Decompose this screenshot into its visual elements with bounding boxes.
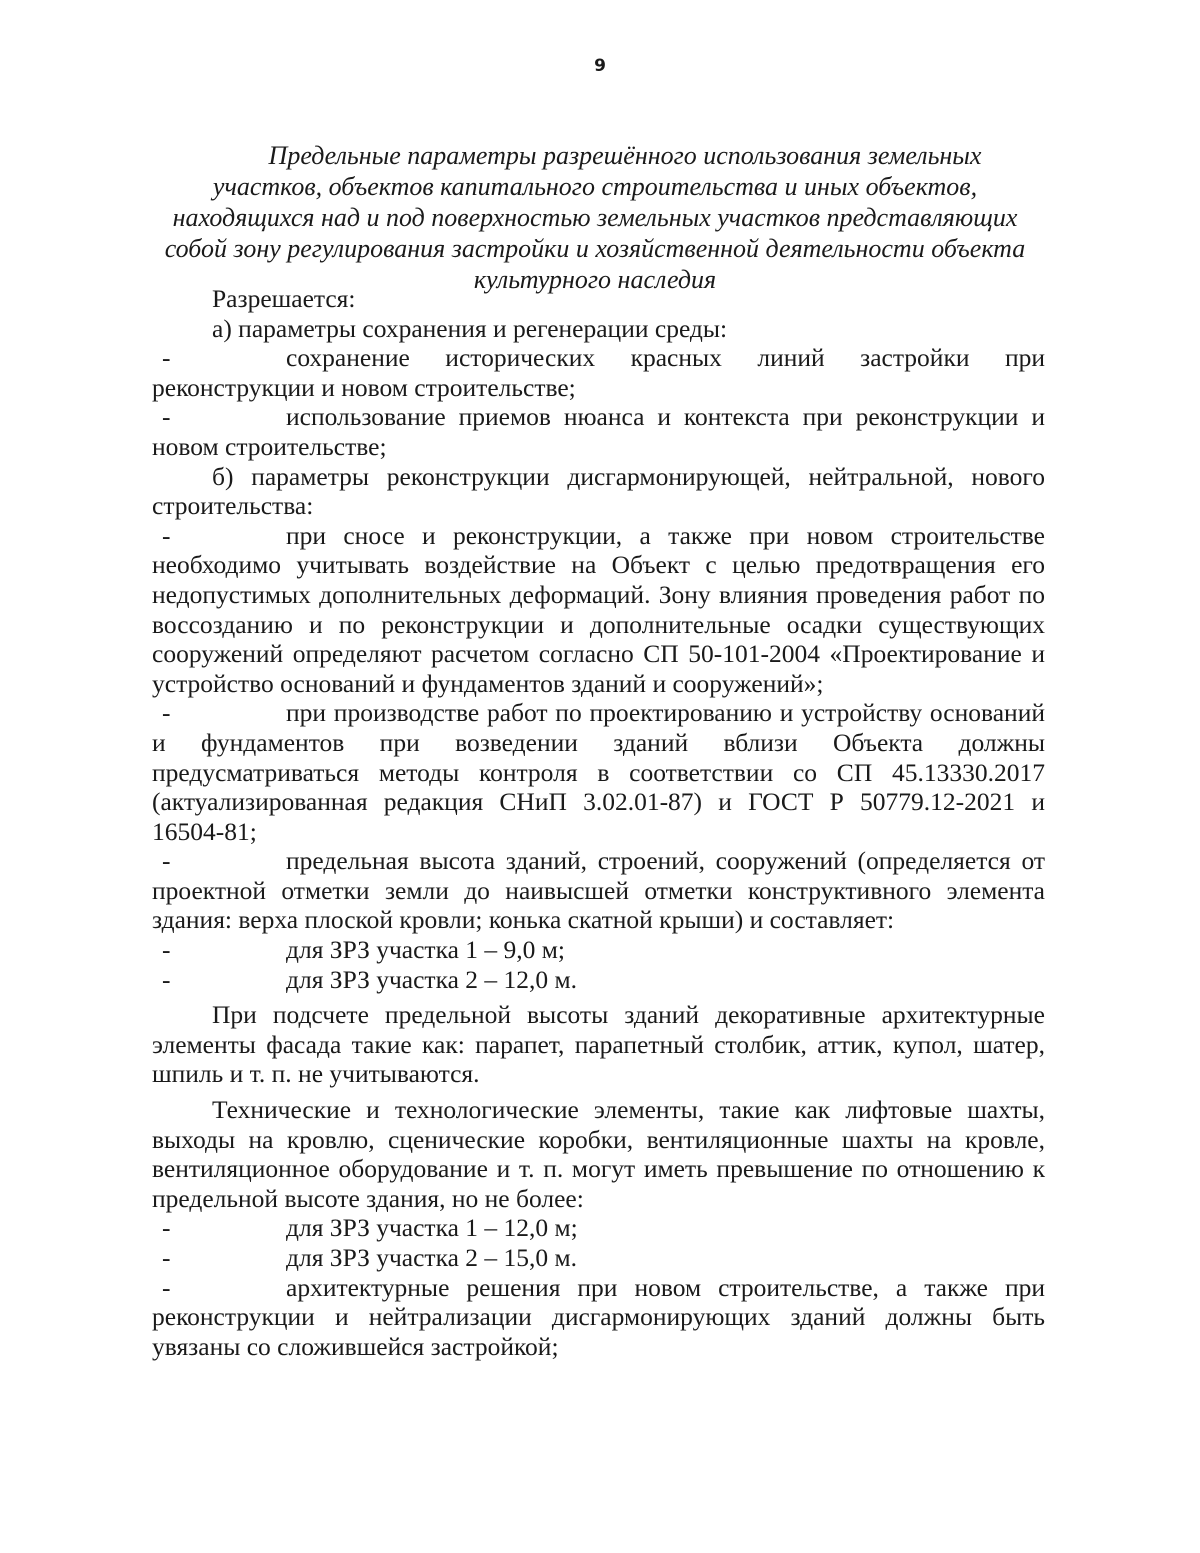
dash-marker: -: [162, 1243, 171, 1272]
list-item-text: сохранение исторических красных линий застройки при реконструкции и новом строительстве;: [152, 343, 1045, 402]
page-number: 9: [594, 56, 606, 76]
list-item: [152, 521, 1045, 699]
dash-marker: -: [162, 1272, 171, 1302]
title-line: находящихся над и под поверхностью земельных участков представляющих: [172, 203, 1018, 232]
paragraph: б) параметры реконструкции дисгармонирующей, нейтральной, нового строительства:: [152, 461, 1045, 521]
list-item: [152, 402, 1045, 461]
list-item: [152, 846, 1045, 935]
list-item: [152, 1213, 1045, 1243]
document-body: [152, 284, 1045, 1361]
dash-marker: -: [162, 935, 171, 965]
paragraph: Разрешается:: [212, 284, 356, 313]
section-title: [150, 140, 1040, 295]
list-item-text: при производстве работ по проектированию и устройству оснований и фундаментов при возведении зданий вблизи Объекта должны предусматриваться методы контроля в соответствии со СП 45.13330.2017 (актуализированная редакция СНиП 3.02.01-87) и ГОСТ Р 50779.12-2021 и 16504-81;: [152, 698, 1045, 846]
dash-marker: -: [162, 698, 171, 728]
dash-marker: -: [162, 520, 171, 550]
list-item: [152, 965, 1045, 995]
dash-marker: -: [162, 964, 171, 994]
title-line: собой зону регулирования застройки и хозяйственной деятельности объекта: [164, 234, 1026, 263]
dash-marker: -: [162, 1213, 171, 1243]
list-item-text: использование приемов нюанса и контекста при реконструкции и новом строительстве;: [152, 402, 1045, 461]
title-line: Предельные параметры разрешённого использования земельных: [268, 141, 982, 170]
list-item-text: для ЗРЗ участка 1 – 9,0 м;: [286, 935, 565, 965]
list-item: [152, 698, 1045, 846]
title-line: участков, объектов капитального строительства и иных объектов,: [212, 172, 978, 201]
list-item: [152, 1243, 1045, 1273]
dash-marker: -: [162, 402, 171, 432]
list-item-text: для ЗРЗ участка 2 – 15,0 м.: [286, 1243, 578, 1272]
list-item-text: предельная высота зданий, строений, сооружений (определяется от проектной отметки земли до наивысшей отметки конструктивного элемента здания: верха плоской кровли; конька скатной крыши) и составляет:: [152, 846, 1045, 935]
list-item: [152, 935, 1045, 965]
paragraph: Технические и технологические элементы, такие как лифтовые шахты, выходы на кровлю, сценические коробки, вентиляционные шахты на кровле, вентиляционное оборудование и т. п. могут иметь превышение по отношению к предельной высоте здания, но не более:: [152, 1095, 1045, 1213]
title-line: культурного наследия: [473, 265, 717, 294]
list-item-text: для ЗРЗ участка 2 – 12,0 м.: [286, 964, 578, 994]
dash-marker: -: [162, 846, 171, 876]
list-item-text: при сносе и реконструкции, а также при новом строительстве необходимо учитывать воздействие на Объект с целью предотвращения его недопустимых дополнительных деформаций. Зону влияния проведения работ по воссозданию и по реконструкции и дополнительные осадки существующих сооружений определяют расчетом согласно СП 50-101-2004 «Проектирование и устройство оснований и фундаментов зданий и сооружений»;: [152, 520, 1045, 698]
paragraph: а) параметры сохранения и регенерации среды:: [212, 313, 728, 343]
list-item: [152, 1273, 1045, 1362]
list-item-text: для ЗРЗ участка 1 – 12,0 м;: [286, 1213, 578, 1243]
list-item-text: архитектурные решения при новом строительстве, а также при реконструкции и нейтрализации дисгармонирующих зданий должны быть увязаны со сложившейся застройкой;: [152, 1272, 1045, 1361]
paragraph: При подсчете предельной высоты зданий декоративные архитектурные элементы фасада такие как: парапет, парапетный столбик, аттик, купол, шатер, шпиль и т. п. не учитываются.: [152, 1000, 1045, 1089]
list-item: [152, 343, 1045, 402]
dash-marker: -: [162, 343, 171, 373]
